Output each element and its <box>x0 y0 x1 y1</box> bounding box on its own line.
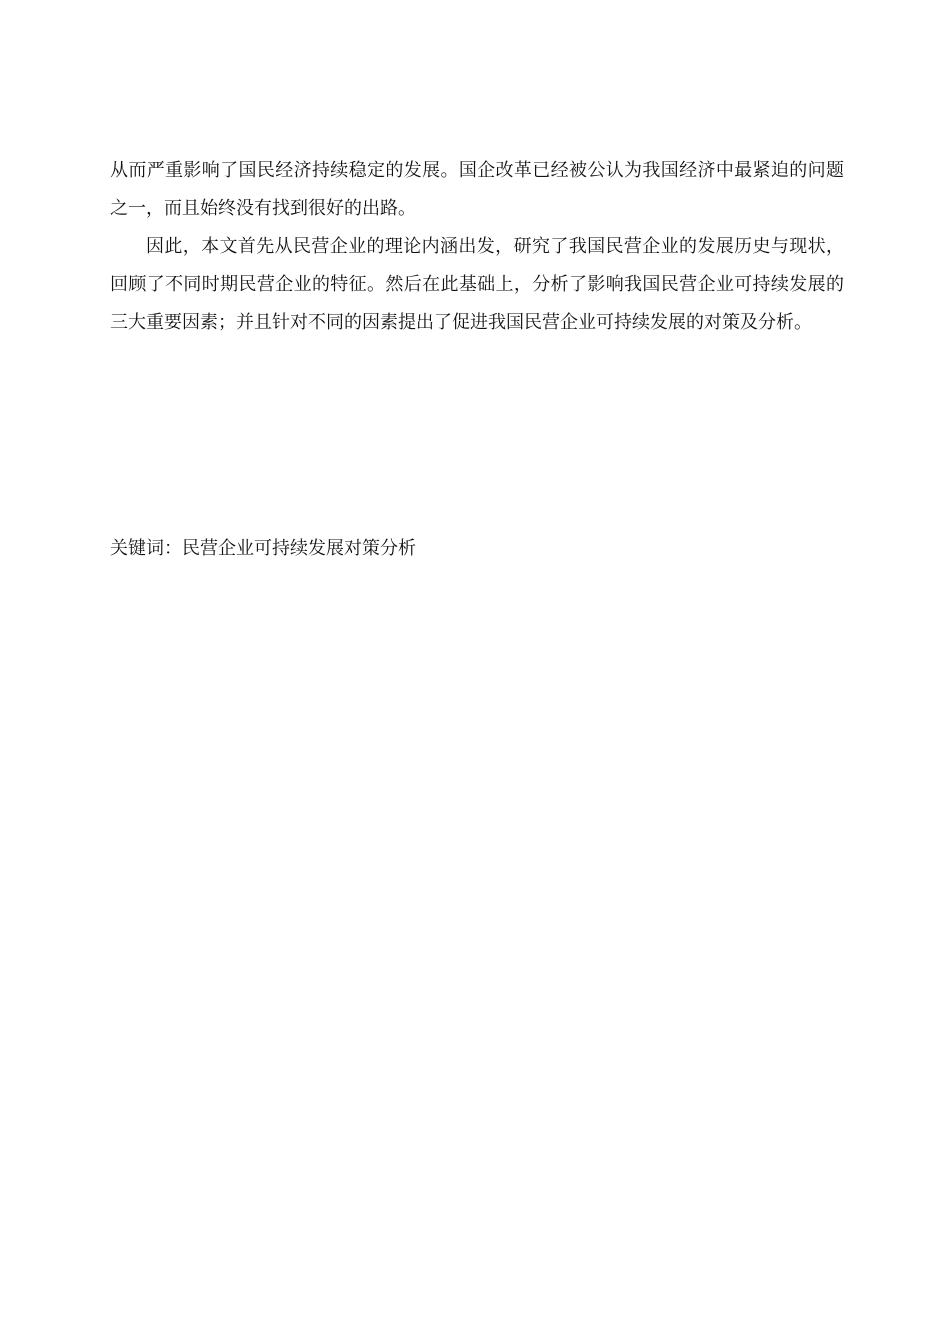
body-paragraph-2: 因此，本文首先从民营企业的理论内涵出发，研究了我国民营企业的发展历史与现状，回顾了不同时期民营企业的特征。然后在此基础上，分析了影响我国民营企业可持续发展的三大重要因素；并且针对不同的因素提出了促进我国民营企业可持续发展的对策及分析。 <box>110 236 844 333</box>
keywords-terms: 民营企业可持续发展对策分析 <box>182 538 416 559</box>
body-paragraph-1: 从而严重影响了国民经济持续稳定的发展。国企改革已经被公认为我国经济中最紧迫的问题之一，而且始终没有找到很好的出路。 <box>110 160 844 219</box>
keywords-line <box>110 530 416 568</box>
keywords-label: 关键词： <box>110 538 182 559</box>
